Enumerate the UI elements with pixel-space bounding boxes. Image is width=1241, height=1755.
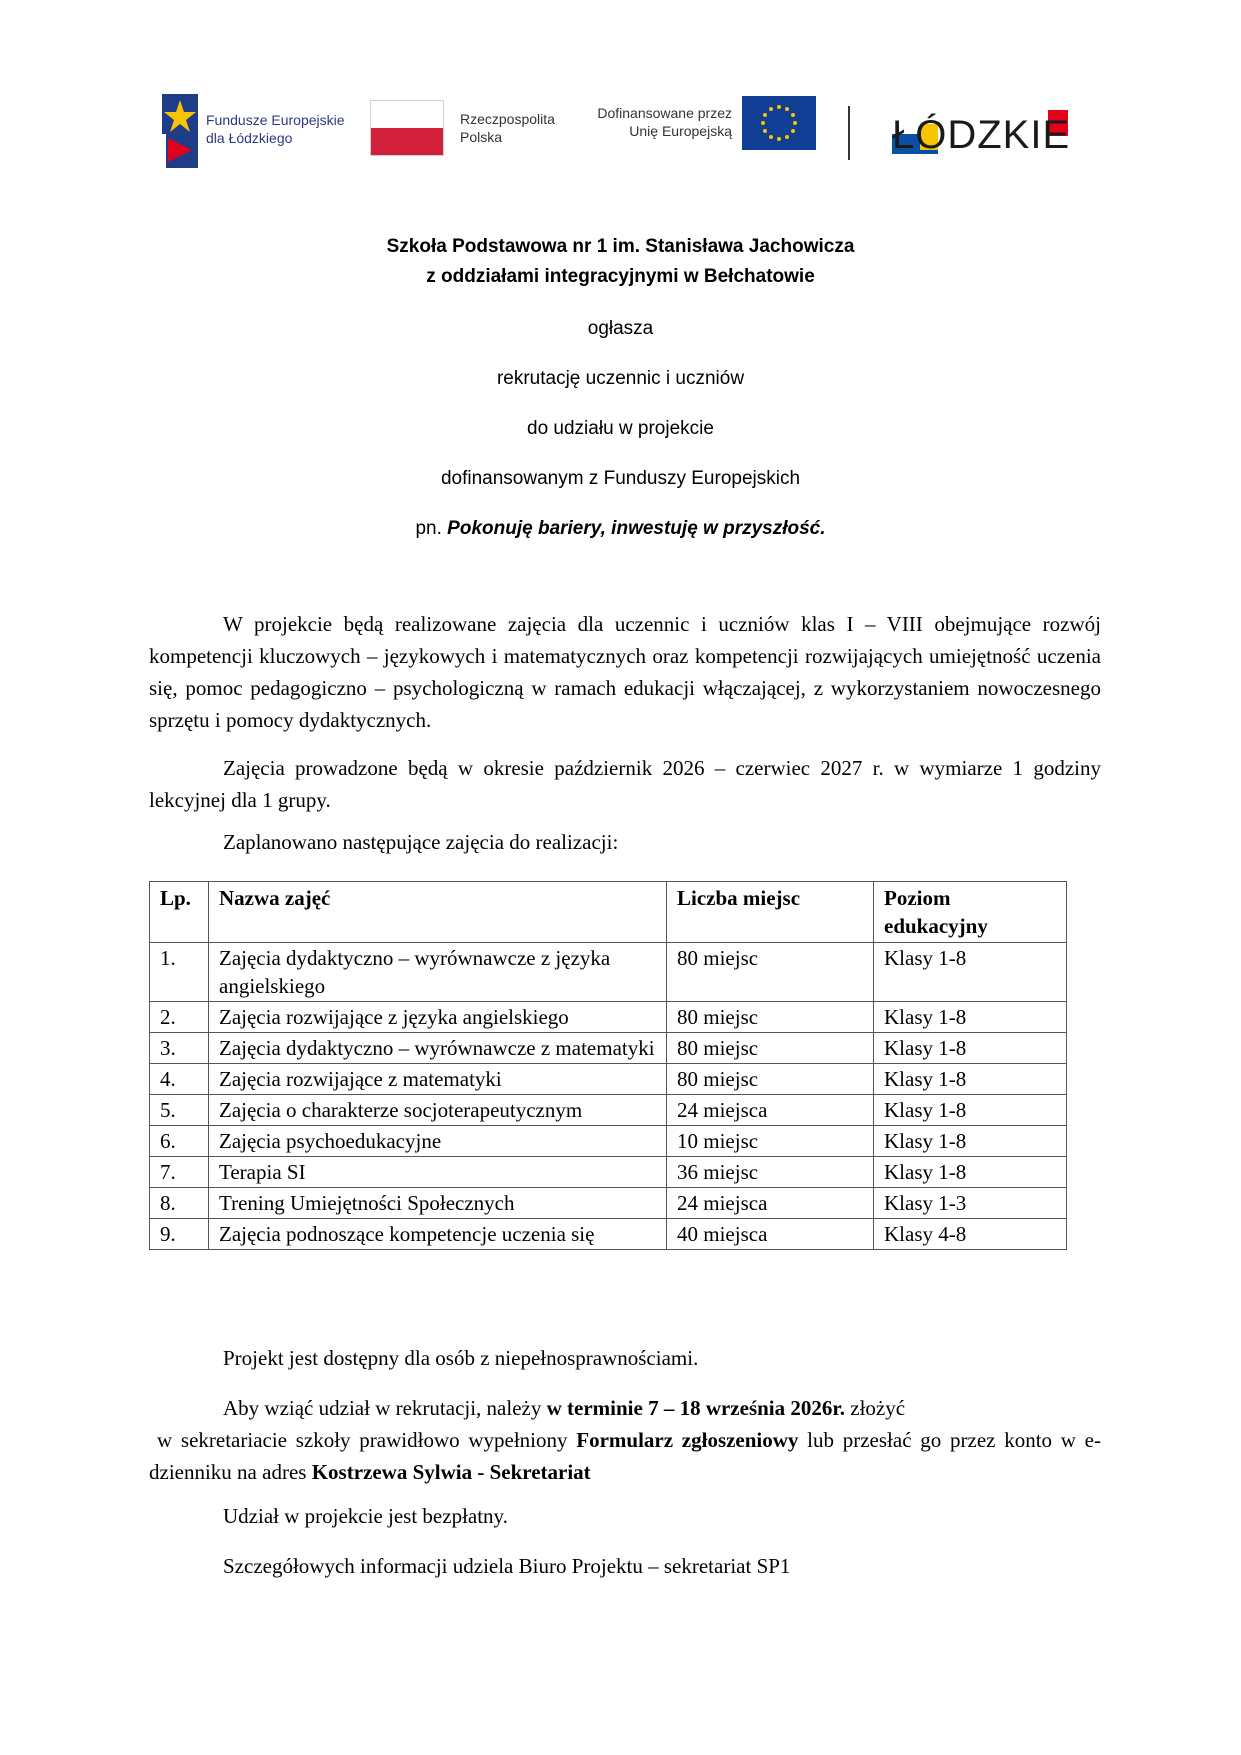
places: 80 miejsc <box>667 1002 874 1033</box>
logo-separator <box>848 106 850 160</box>
class-name: Zajęcia rozwijające z matematyki <box>209 1064 667 1095</box>
polish-flag-icon <box>370 100 444 156</box>
table-row <box>150 1157 1067 1188</box>
announces-text: ogłasza <box>587 318 654 339</box>
paragraph-project-office: Szczegółowych informacji udziela Biuro Projektu – sekretariat SP1 <box>223 1554 791 1578</box>
recruitment-text-a: Aby wziąć udział w rekrutacji, należy <box>223 1396 547 1420</box>
education-level: Klasy 4-8 <box>874 1219 1067 1250</box>
logo-bar <box>158 92 1088 170</box>
recruitment-text: rekrutację uczennic i uczniów <box>496 368 745 389</box>
paragraph-planned-classes: Zaplanowano następujące zajęcia do realizacji: <box>223 830 619 854</box>
class-name: Zajęcia dydaktyczno – wyrównawcze z języka angielskiego <box>209 943 667 1002</box>
recruitment-text-d: w sekretariacie szkoły prawidłowo wypełniony <box>157 1428 577 1452</box>
fe-star-icon <box>162 94 198 168</box>
places: 80 miejsc <box>667 1064 874 1095</box>
recruitment-deadline: w terminie 7 – 18 września 2026r. <box>546 1396 846 1420</box>
row-number: 1. <box>150 943 209 1002</box>
eu-funding-logo <box>576 104 816 164</box>
row-number: 9. <box>150 1219 209 1250</box>
places: 80 miejsc <box>667 943 874 1002</box>
project-name: Pokonuję bariery, inwestuję w przyszłość. <box>447 518 826 539</box>
pl-logo-line1: Rzeczpospolita <box>460 111 555 127</box>
table-row <box>150 1064 1067 1095</box>
education-level: Klasy 1-8 <box>874 1095 1067 1126</box>
table-row <box>150 1219 1067 1250</box>
education-level: Klasy 1-3 <box>874 1188 1067 1219</box>
places: 24 miejsca <box>667 1188 874 1219</box>
class-name: Trening Umiejętności Społecznych <box>209 1188 667 1219</box>
header-class-name: Nazwa zajęć <box>209 882 667 943</box>
education-level: Klasy 1-8 <box>874 943 1067 1002</box>
table-row <box>150 1002 1067 1033</box>
row-number: 2. <box>150 1002 209 1033</box>
class-name: Zajęcia rozwijające z języka angielskiego <box>209 1002 667 1033</box>
education-level: Klasy 1-8 <box>874 1157 1067 1188</box>
paragraph-free-participation: Udział w projekcie jest bezpłatny. <box>223 1504 508 1528</box>
table-header-row <box>150 882 1067 943</box>
header-lp: Lp. <box>150 882 209 943</box>
row-number: 4. <box>150 1064 209 1095</box>
paragraph-accessibility: Projekt jest dostępny dla osób z niepełnosprawnościami. <box>223 1346 699 1370</box>
row-number: 7. <box>150 1157 209 1188</box>
row-number: 8. <box>150 1188 209 1219</box>
lodzkie-logo-text: ŁÓDZKIE <box>892 113 1071 157</box>
secretariat-contact: Kostrzewa Sylwia - Sekretariat <box>311 1460 591 1484</box>
places: 10 miejsc <box>667 1126 874 1157</box>
eu-logo-line2: Unię Europejską <box>629 123 732 139</box>
paragraph-schedule: Zajęcia prowadzone będą w okresie październik 2026 – czerwiec 2027 r. w wymiarze 1 godziny lekcyjnej dla 1 grupy. <box>149 756 1101 812</box>
row-number: 3. <box>150 1033 209 1064</box>
education-level: Klasy 1-8 <box>874 1002 1067 1033</box>
financing-text: dofinansowanym z Funduszy Europejskich <box>440 468 801 489</box>
paragraph-recruitment-procedure <box>149 1392 1101 1488</box>
eu-flag-icon <box>742 96 816 150</box>
table-row <box>150 1095 1067 1126</box>
places: 36 miejsc <box>667 1157 874 1188</box>
places: 24 miejsca <box>667 1095 874 1126</box>
table-row <box>150 1033 1067 1064</box>
project-title <box>0 518 1241 540</box>
school-name-line1: Szkoła Podstawowa nr 1 im. Stanisława Jachowicza <box>386 236 855 257</box>
fe-logo-line2: dla Łódzkiego <box>206 130 293 146</box>
places: 40 miejsca <box>667 1219 874 1250</box>
fe-logo-line1: Fundusze Europejskie <box>206 112 345 128</box>
row-number: 5. <box>150 1095 209 1126</box>
paragraph-project-scope: W projekcie będą realizowane zajęcia dla uczennic i uczniów klas I – VIII obejmujące rozwój kompetencji kluczowych – językowych i matematycznych oraz kompetencji rozwijających umiejętność uczenia się, pomoc pedagogiczno – psychologiczną w ramach edukacji włączającej, z wykorzystaniem nowoczesnego sprzętu i pomocy dydaktycznych. <box>149 612 1101 732</box>
rzeczpospolita-polska-logo <box>370 100 570 170</box>
header-places: Liczba miejsc <box>667 882 874 943</box>
table-row <box>150 1126 1067 1157</box>
school-name-line2: z oddziałami integracyjnymi w Bełchatowie <box>426 266 815 287</box>
recruitment-text-f: lub przesłać go przez konto w e-dzienniku na adres <box>149 1428 1101 1484</box>
education-level: Klasy 1-8 <box>874 1064 1067 1095</box>
class-name: Zajęcia psychoedukacyjne <box>209 1126 667 1157</box>
class-name: Terapia SI <box>209 1157 667 1188</box>
participation-text: do udziału w projekcie <box>527 418 714 439</box>
header-education-level: Poziom edukacyjny <box>874 882 1067 943</box>
class-name: Zajęcia dydaktyczno – wyrównawcze z matematyki <box>209 1033 667 1064</box>
classes-table <box>149 881 1067 1250</box>
places: 80 miejsc <box>667 1033 874 1064</box>
application-form-name: Formularz zgłoszeniowy <box>576 1428 799 1452</box>
lodzkie-logo <box>892 106 1082 162</box>
table-row <box>150 943 1067 1002</box>
table-row <box>150 1188 1067 1219</box>
class-name: Zajęcia o charakterze socjoterapeutycznym <box>209 1095 667 1126</box>
row-number: 6. <box>150 1126 209 1157</box>
education-level: Klasy 1-8 <box>874 1126 1067 1157</box>
education-level: Klasy 1-8 <box>874 1033 1067 1064</box>
project-prefix: pn. <box>415 518 448 539</box>
class-name: Zajęcia podnoszące kompetencje uczenia się <box>209 1219 667 1250</box>
fundusze-europejskie-logo <box>158 92 348 170</box>
recruitment-text-c: złożyć <box>845 1396 906 1420</box>
pl-logo-line2: Polska <box>460 129 503 145</box>
eu-logo-line1: Dofinansowane przez <box>597 105 732 121</box>
